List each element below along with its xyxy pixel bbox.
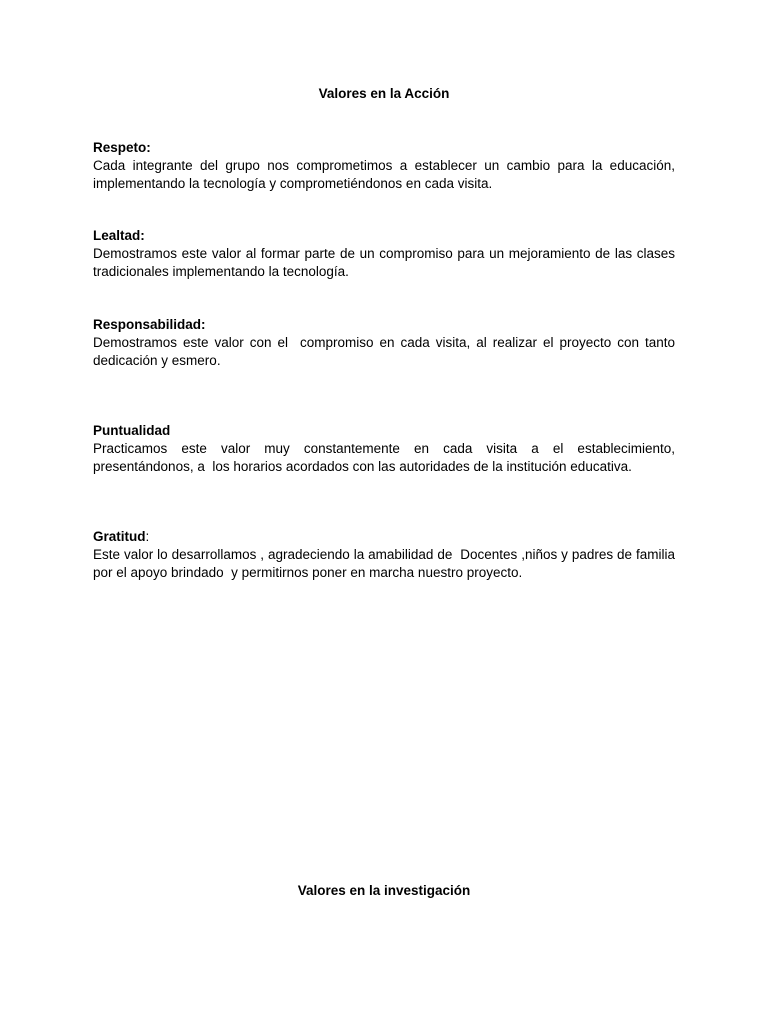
section-heading-wrapper bbox=[93, 528, 675, 546]
section-body: Cada integrante del grupo nos comprometimos a establecer un cambio para la educación, implementando la tecnología y comprometiéndonos en cada visita. bbox=[93, 158, 679, 191]
section-body: Demostramos este valor al formar parte de un compromiso para un mejoramiento de las clases tradicionales implementando la tecnología. bbox=[93, 246, 679, 279]
section-body: Demostramos este valor con el compromiso en cada visita, al realizar el proyecto con tanto dedicación y esmero. bbox=[93, 335, 679, 368]
document-title: Valores en la Acción bbox=[318, 86, 450, 101]
section-heading: Lealtad: bbox=[93, 228, 145, 243]
section-puntualidad bbox=[93, 422, 679, 476]
next-section-title: Valores en la investigación bbox=[297, 883, 471, 898]
section-heading: Puntualidad bbox=[93, 423, 171, 438]
section-heading: Respeto: bbox=[93, 140, 151, 155]
section-heading: Responsabilidad: bbox=[93, 317, 206, 332]
section-lealtad bbox=[93, 227, 679, 281]
section-heading-suffix: : bbox=[145, 529, 150, 544]
section-body: Este valor lo desarrollamos , agradeciendo la amabilidad de Docentes ,niños y padres de familia por el apoyo brindado y permitirnos poner en marcha nuestro proyecto. bbox=[93, 547, 679, 580]
section-body: Practicamos este valor muy constantemente en cada visita a el establecimiento, presentándonos, a los horarios acordados con las autoridades de la institución educativa. bbox=[93, 441, 679, 474]
section-responsabilidad bbox=[93, 316, 679, 370]
section-gratitud bbox=[93, 528, 679, 582]
section-respeto bbox=[93, 139, 679, 193]
section-heading: Gratitud bbox=[93, 529, 146, 544]
